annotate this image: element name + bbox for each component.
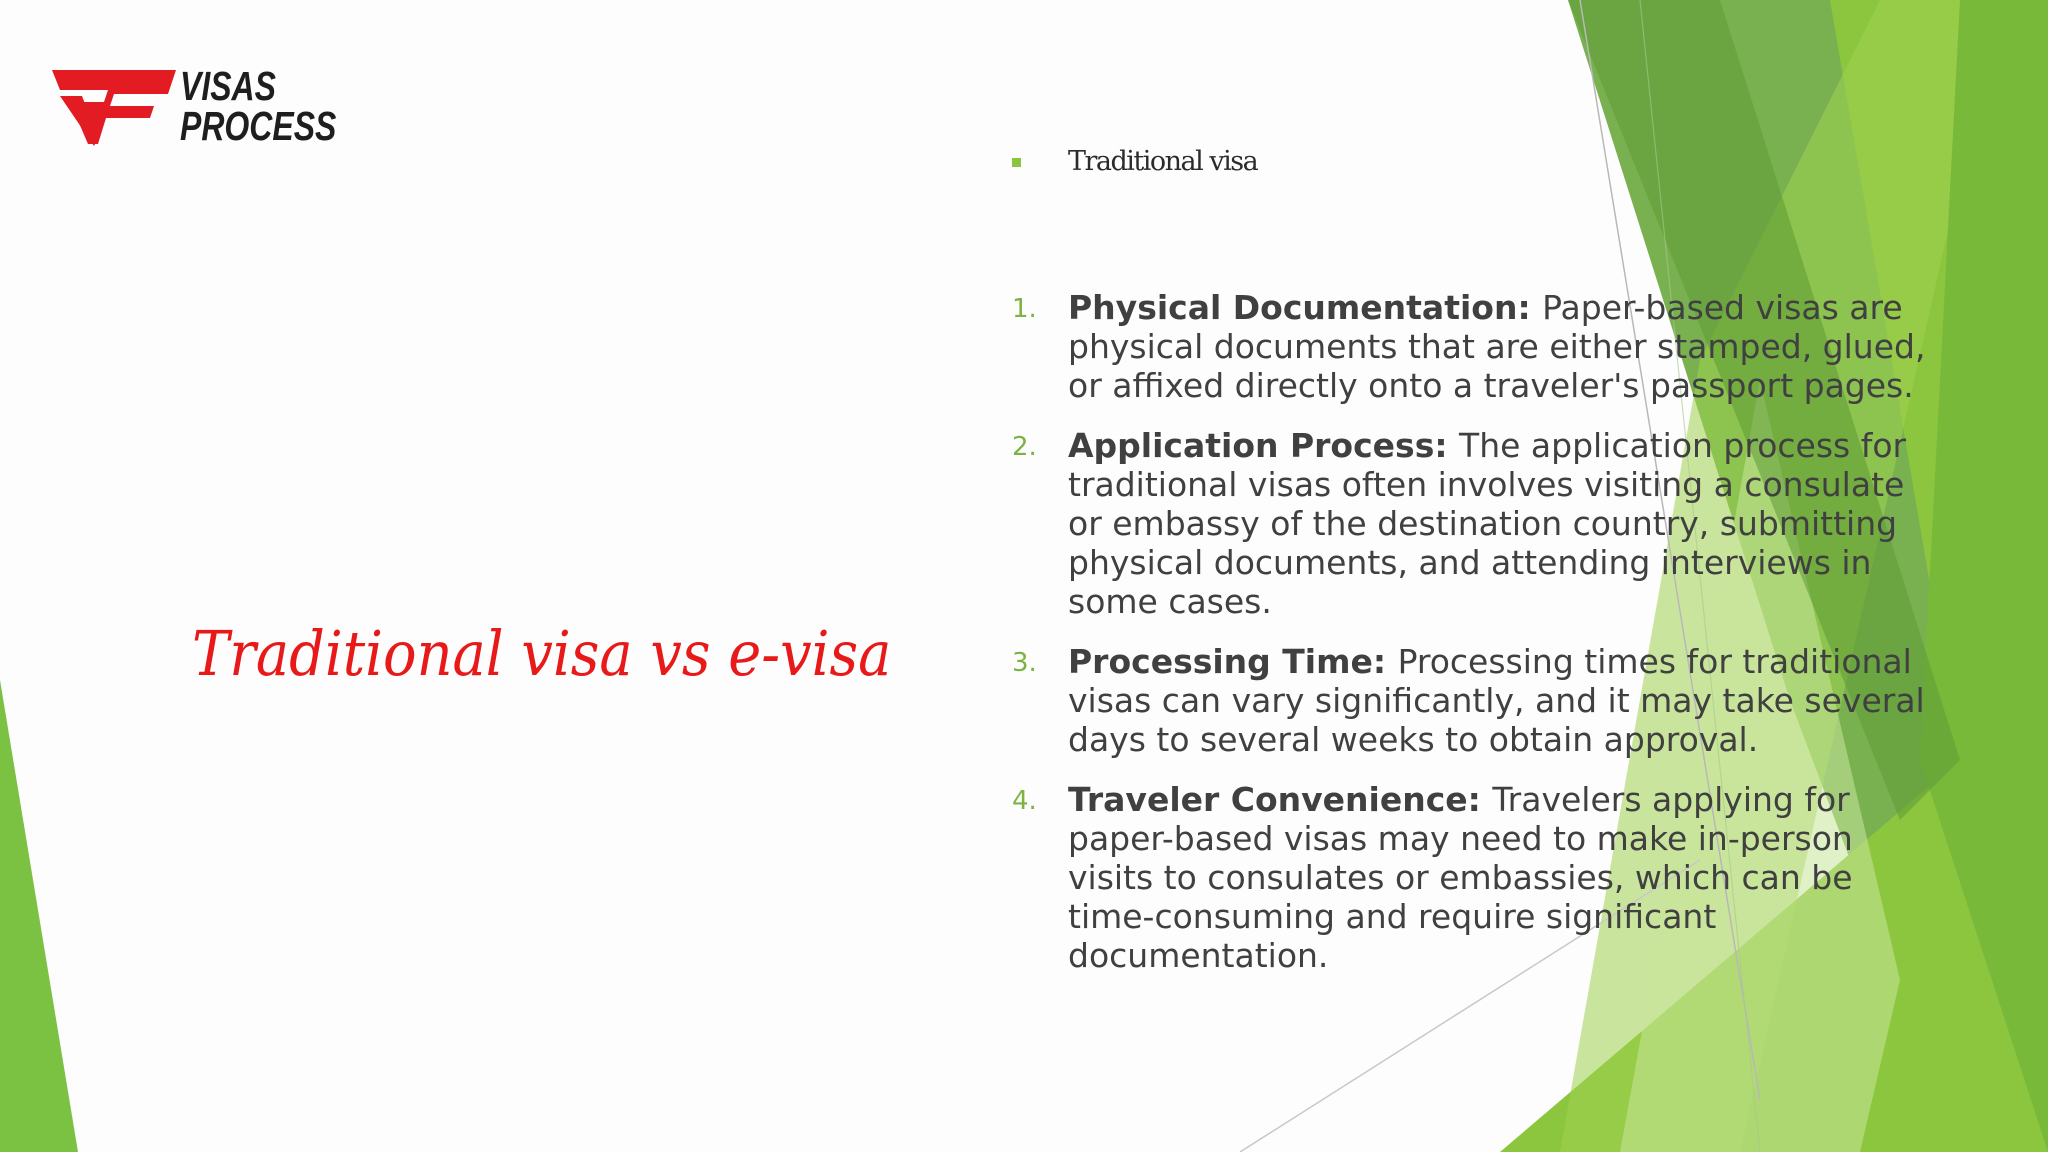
bullet-text: Traditional visa xyxy=(1068,146,1258,177)
item-number: 3. xyxy=(1012,648,1037,678)
item-heading: Application Process: xyxy=(1068,426,1460,465)
left-green-sliver xyxy=(0,680,78,1152)
content-panel xyxy=(1008,140,1938,996)
numbered-item-1 xyxy=(1008,288,1938,405)
square-bullet-icon xyxy=(1012,158,1021,167)
numbered-item-4 xyxy=(1008,780,1938,975)
logo-mark-icon xyxy=(52,66,182,150)
numbered-item-3 xyxy=(1008,642,1938,759)
numbered-item-2 xyxy=(1008,426,1938,621)
slide-title: Traditional visa vs e-visa xyxy=(192,617,892,690)
item-text: Travelers applying for paper-based visas may need to make in-person visits to consulates or embassies, which can be time-consuming and require significant documentation. xyxy=(1068,780,1853,975)
item-number: 2. xyxy=(1012,432,1037,462)
item-heading: Traveler Convenience: xyxy=(1068,780,1493,819)
item-heading: Physical Documentation: xyxy=(1068,288,1543,327)
item-number: 1. xyxy=(1012,294,1037,324)
item-text: Paper-based visas are physical documents that are either stamped, glued, or affixed directly onto a traveler's passport pages. xyxy=(1068,288,1926,405)
item-text: Processing times for traditional visas can vary significantly, and it may take several days to several weeks to obtain approval. xyxy=(1068,642,1925,759)
item-heading: Processing Time: xyxy=(1068,642,1398,681)
logo-line-process: PROCESS xyxy=(180,103,337,149)
visas-process-logo xyxy=(52,63,342,152)
bullet-item xyxy=(1008,140,1938,188)
item-number: 4. xyxy=(1012,786,1037,816)
item-text: The application process for traditional visas often involves visiting a consulate or embassy of the destination country, submitting physical documents, and attending interviews in some cases. xyxy=(1068,426,1907,621)
logo-line-visas: VISAS xyxy=(180,63,276,109)
logo-text xyxy=(180,63,337,149)
